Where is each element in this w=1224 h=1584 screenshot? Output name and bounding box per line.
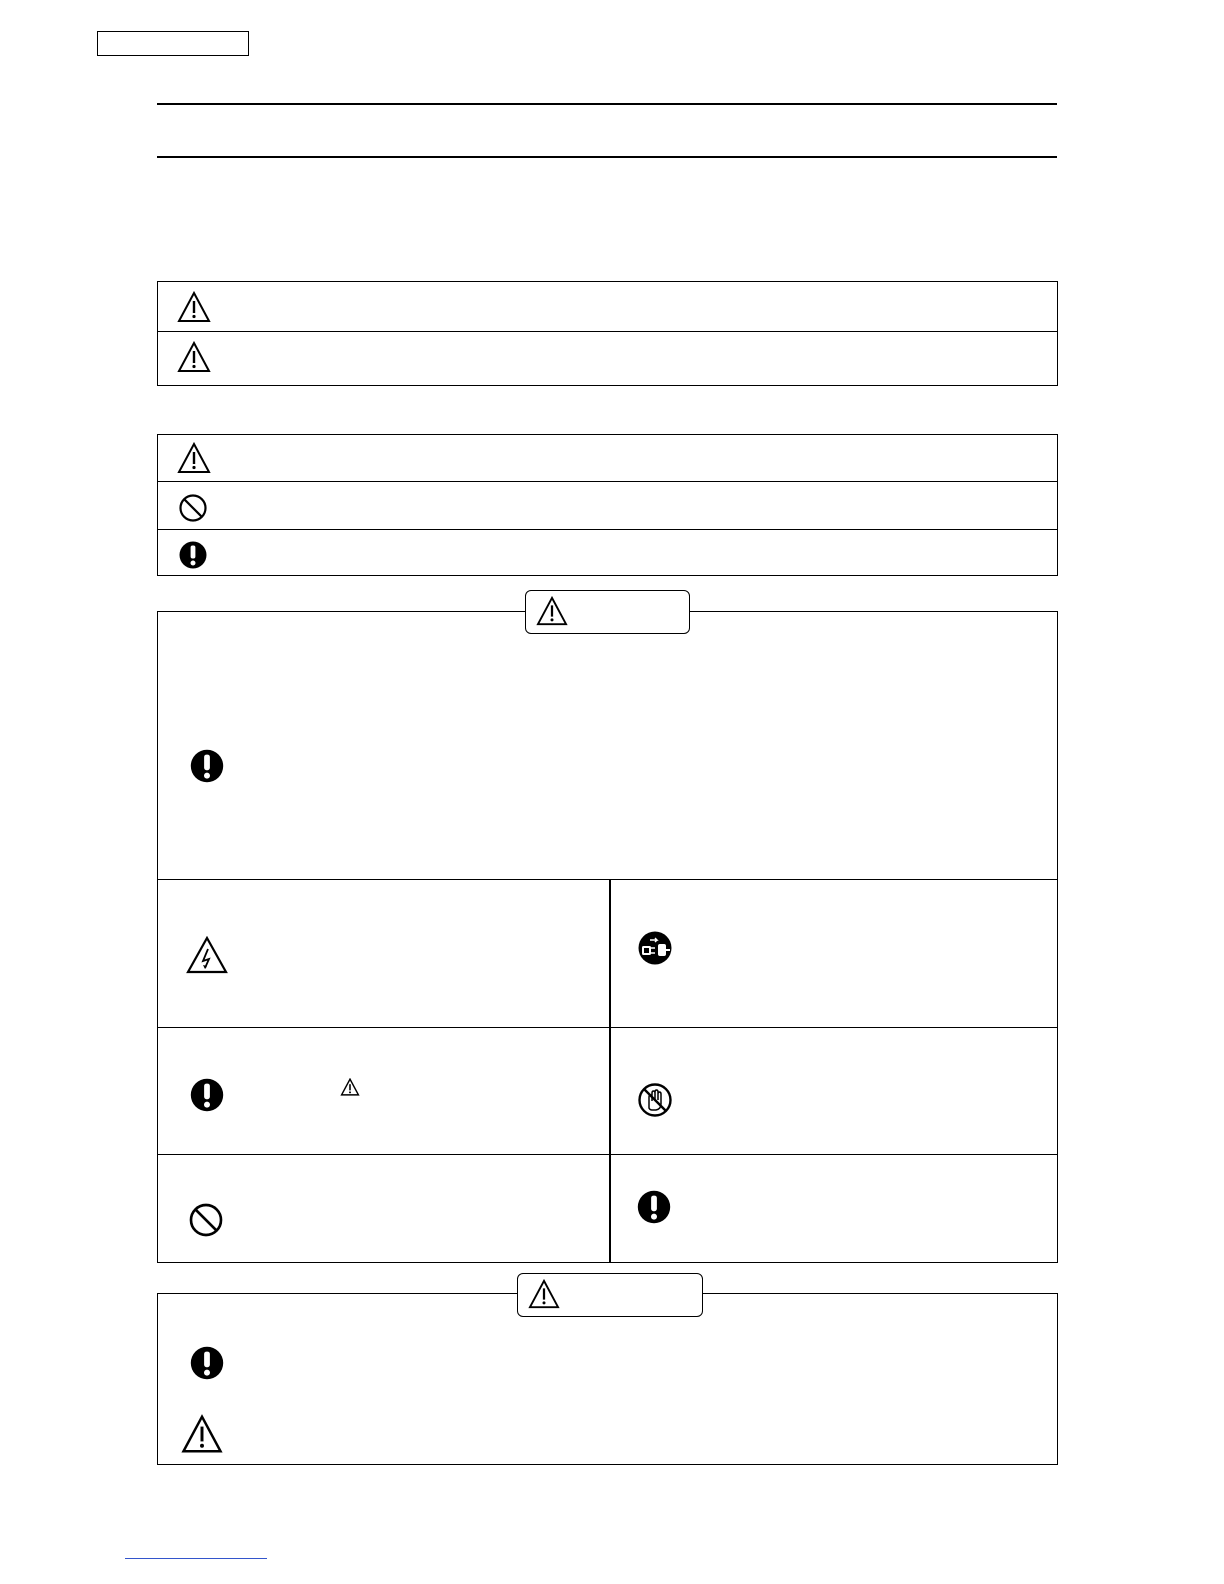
symbol-legend-divider-2 <box>157 529 1058 530</box>
warning-triangle-icon <box>181 1414 223 1454</box>
warning-triangle-icon <box>177 291 211 323</box>
symbol-legend-divider-1 <box>157 481 1058 482</box>
warning-grid-row-divider-3 <box>157 1154 1058 1155</box>
caution-label-tab <box>517 1273 703 1317</box>
warning-grid-column-divider <box>609 880 611 1262</box>
document-code-box <box>97 31 249 56</box>
warning-triangle-icon <box>528 1279 560 1309</box>
warning-triangle-icon <box>536 596 568 626</box>
unplug-icon <box>637 930 673 966</box>
signal-legend-divider <box>157 331 1058 332</box>
prohibited-icon <box>178 493 208 523</box>
do-not-touch-icon <box>637 1082 673 1118</box>
symbol-legend-table <box>157 434 1058 576</box>
signal-legend-table <box>157 281 1058 386</box>
mandatory-action-icon <box>189 1345 225 1381</box>
electric-shock-icon <box>186 936 228 974</box>
warning-grid-row-divider-1 <box>157 879 1058 880</box>
prohibited-icon <box>188 1202 224 1238</box>
mandatory-action-icon <box>178 540 208 570</box>
footer-link-underline <box>125 1558 267 1559</box>
warning-triangle-icon <box>177 341 211 373</box>
caution-section <box>157 1293 1058 1465</box>
warning-triangle-icon <box>177 442 211 474</box>
title-bottom-rule <box>157 156 1057 158</box>
warning-grid-row-divider-2 <box>157 1027 1058 1028</box>
warning-section <box>157 611 1058 1263</box>
warning-label-tab <box>525 590 690 634</box>
title-top-rule <box>157 103 1057 105</box>
mandatory-action-icon <box>636 1189 672 1225</box>
mandatory-action-icon <box>189 1077 225 1113</box>
warning-triangle-icon <box>340 1078 360 1096</box>
mandatory-action-icon <box>189 748 225 784</box>
footer-link[interactable] <box>125 1540 267 1560</box>
